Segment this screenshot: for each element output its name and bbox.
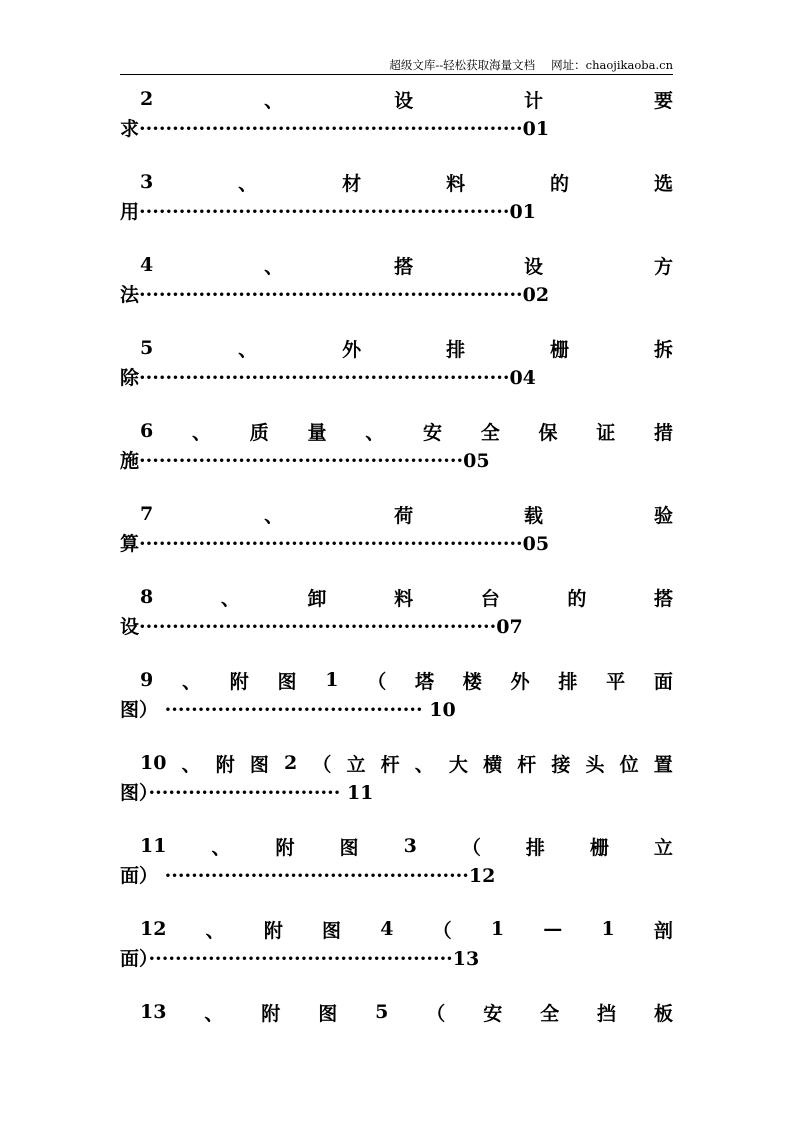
toc-title-char: — bbox=[543, 918, 563, 940]
toc-title-char: 5 bbox=[375, 1001, 389, 1023]
toc-entry-title bbox=[120, 831, 673, 861]
toc-title-char: 3 bbox=[403, 835, 417, 857]
toc-title-char: 栅 bbox=[550, 338, 570, 361]
toc-title-char: 、 bbox=[181, 670, 201, 693]
toc-title-char: 量 bbox=[307, 421, 327, 444]
toc-title-char: 栅 bbox=[589, 836, 609, 859]
toc-entry bbox=[120, 416, 673, 499]
toc-title-char: 面 bbox=[653, 670, 673, 693]
toc-entry-leader-line bbox=[120, 861, 673, 914]
toc-title-continuation: 求 bbox=[120, 118, 140, 140]
toc-title-char: 保 bbox=[538, 421, 558, 444]
toc-page-number: 11 bbox=[340, 782, 374, 804]
toc-entry-title bbox=[120, 333, 673, 363]
toc-dot-leader: ······················································ bbox=[139, 616, 497, 638]
toc-entry bbox=[120, 250, 673, 333]
toc-entry-title bbox=[120, 167, 673, 197]
toc-dot-leader: ·············································· bbox=[148, 948, 453, 970]
toc-entry bbox=[120, 997, 673, 1080]
toc-entry bbox=[120, 582, 673, 665]
toc-title-continuation: 施 bbox=[120, 450, 140, 472]
toc-title-continuation: 面） bbox=[120, 948, 149, 970]
toc-title-char: 3 bbox=[140, 171, 154, 193]
toc-entry-title bbox=[120, 997, 673, 1027]
toc-title-char: （ bbox=[432, 919, 452, 942]
toc-page-number: 13 bbox=[452, 948, 480, 970]
toc-title-char: 料 bbox=[446, 172, 466, 195]
toc-title-continuation: 除 bbox=[120, 367, 140, 389]
toc-title-char: 立 bbox=[346, 753, 366, 776]
toc-title-char: 计 bbox=[524, 89, 544, 112]
toc-title-char: 排 bbox=[446, 338, 466, 361]
toc-entry-title bbox=[120, 499, 673, 529]
toc-title-continuation: 图） bbox=[120, 699, 159, 721]
toc-title-char: 图 bbox=[318, 1002, 338, 1025]
toc-page-number: 07 bbox=[496, 616, 523, 638]
toc-dot-leader: ················································· bbox=[139, 450, 464, 472]
toc-title-char: 的 bbox=[550, 172, 570, 195]
toc-title-char: 选 bbox=[653, 172, 673, 195]
toc-page-number: 01 bbox=[509, 201, 536, 223]
toc-title-char: 证 bbox=[596, 421, 616, 444]
toc-title-char: 6 bbox=[140, 420, 154, 442]
toc-entry-leader-line bbox=[120, 944, 673, 997]
toc-title-char: 排 bbox=[558, 670, 578, 693]
toc-entry-leader-line bbox=[120, 446, 673, 499]
toc-entry-leader-line bbox=[120, 612, 673, 665]
toc-title-char: 附 bbox=[215, 753, 235, 776]
toc-title-char: 、 bbox=[365, 421, 385, 444]
toc-dot-leader: ·························································· bbox=[139, 284, 523, 306]
toc-title-continuation: 算 bbox=[120, 533, 140, 555]
toc-title-char: 荷 bbox=[394, 504, 414, 527]
toc-title-char: 立 bbox=[653, 836, 673, 859]
toc-entry-title bbox=[120, 84, 673, 114]
toc-title-char: 横 bbox=[483, 753, 503, 776]
toc-entry bbox=[120, 84, 673, 167]
header-url: 网址：chaojikaoba.cn bbox=[551, 58, 673, 72]
toc-title-char: 1 bbox=[601, 918, 615, 940]
toc-entry-leader-line bbox=[120, 363, 673, 416]
toc-title-char: 杆 bbox=[380, 753, 400, 776]
toc-title-char: 卸 bbox=[307, 587, 327, 610]
toc-entry-leader-line bbox=[120, 778, 673, 831]
toc-entry bbox=[120, 831, 673, 914]
toc-title-continuation: 法 bbox=[120, 284, 140, 306]
toc-title-char: 全 bbox=[480, 421, 500, 444]
toc-title-char: 材 bbox=[342, 172, 362, 195]
toc-title-char: 要 bbox=[653, 89, 673, 112]
toc-page-number: 05 bbox=[463, 450, 490, 472]
toc-entry-leader-line bbox=[120, 695, 673, 748]
toc-title-char: 图 bbox=[322, 919, 342, 942]
toc-title-char: 、 bbox=[191, 421, 211, 444]
toc-title-char: （ bbox=[312, 753, 332, 776]
toc-title-continuation: 图） bbox=[120, 782, 149, 804]
toc-title-char: 、 bbox=[181, 753, 201, 776]
toc-title-char: 的 bbox=[567, 587, 587, 610]
toc-title-char: 附 bbox=[275, 836, 295, 859]
toc-dot-leader: ······································· bbox=[158, 699, 423, 721]
toc-entry-title bbox=[120, 416, 673, 446]
toc-title-char: 安 bbox=[483, 1002, 503, 1025]
toc-title-char: 4 bbox=[140, 254, 154, 276]
toc-title-char: 头 bbox=[585, 753, 605, 776]
toc-dot-leader: ························································ bbox=[139, 201, 510, 223]
page-header bbox=[120, 57, 673, 73]
toc-title-char: 位 bbox=[619, 753, 639, 776]
toc-page-number: 04 bbox=[509, 367, 536, 389]
toc-title-char: 外 bbox=[510, 670, 530, 693]
toc-title-char: 附 bbox=[229, 670, 249, 693]
toc-title-char: 外 bbox=[342, 338, 362, 361]
toc-entry-title bbox=[120, 914, 673, 944]
toc-title-char: 、 bbox=[264, 89, 284, 112]
toc-title-char: 、 bbox=[414, 753, 434, 776]
toc-title-char: 图 bbox=[249, 753, 269, 776]
toc-title-char: 、 bbox=[211, 836, 231, 859]
toc-entry bbox=[120, 914, 673, 997]
toc-title-char: 质 bbox=[249, 421, 269, 444]
toc-page-number: 10 bbox=[422, 699, 456, 721]
toc-title-char: 置 bbox=[653, 753, 673, 776]
toc-title-char: 2 bbox=[140, 88, 154, 110]
toc-title-char: 验 bbox=[653, 504, 673, 527]
toc-title-continuation: 设 bbox=[120, 616, 140, 638]
toc-title-char: 、 bbox=[204, 1002, 224, 1025]
toc-page-number: 12 bbox=[468, 865, 496, 887]
toc-title-char: 11 bbox=[140, 835, 167, 857]
toc-entry-leader-line bbox=[120, 529, 673, 582]
header-rule bbox=[120, 74, 673, 75]
toc-title-char: 9 bbox=[140, 669, 154, 691]
toc-entry-title bbox=[120, 250, 673, 280]
toc-title-continuation: 用 bbox=[120, 201, 140, 223]
toc-title-char: 平 bbox=[606, 670, 626, 693]
toc-title-char: 全 bbox=[540, 1002, 560, 1025]
toc-entry bbox=[120, 665, 673, 748]
toc-title-char: 设 bbox=[394, 89, 414, 112]
toc-title-char: 板 bbox=[653, 1002, 673, 1025]
toc-title-char: 图 bbox=[339, 836, 359, 859]
toc-title-char: 搭 bbox=[653, 587, 673, 610]
toc-entry-leader-line bbox=[120, 280, 673, 333]
toc-title-char: 设 bbox=[524, 255, 544, 278]
toc-entry-title bbox=[120, 665, 673, 695]
toc-title-char: 料 bbox=[394, 587, 414, 610]
toc-title-char: 台 bbox=[480, 587, 500, 610]
toc-title-char: 、 bbox=[264, 255, 284, 278]
toc-entry-title bbox=[120, 748, 673, 778]
toc-title-char: 、 bbox=[220, 587, 240, 610]
table-of-contents bbox=[120, 84, 673, 1080]
toc-title-char: 13 bbox=[140, 1001, 167, 1023]
toc-title-char: 5 bbox=[140, 337, 154, 359]
toc-title-char: 方 bbox=[653, 255, 673, 278]
toc-title-char: （ bbox=[461, 836, 481, 859]
toc-title-char: （ bbox=[367, 670, 387, 693]
toc-title-char: 8 bbox=[140, 586, 154, 608]
toc-title-char: 安 bbox=[422, 421, 442, 444]
toc-entry bbox=[120, 748, 673, 831]
toc-entry bbox=[120, 499, 673, 582]
toc-title-char: 挡 bbox=[597, 1002, 617, 1025]
toc-dot-leader: ·························································· bbox=[139, 533, 523, 555]
toc-entry-leader-line bbox=[120, 1027, 673, 1080]
toc-title-char: 附 bbox=[263, 919, 283, 942]
toc-dot-leader: ·············································· bbox=[158, 865, 469, 887]
toc-page-number: 05 bbox=[522, 533, 550, 555]
toc-title-char: 措 bbox=[653, 421, 673, 444]
toc-title-char: 载 bbox=[524, 504, 544, 527]
toc-title-char: 2 bbox=[284, 752, 298, 774]
toc-title-char: 12 bbox=[140, 918, 167, 940]
toc-entry-leader-line bbox=[120, 114, 673, 167]
toc-title-char: 10 bbox=[140, 752, 167, 774]
toc-entry bbox=[120, 333, 673, 416]
toc-title-char: 接 bbox=[551, 753, 571, 776]
toc-title-char: 、 bbox=[205, 919, 225, 942]
toc-title-char: 、 bbox=[238, 172, 258, 195]
toc-title-char: 塔 bbox=[415, 670, 435, 693]
toc-title-char: （ bbox=[426, 1002, 446, 1025]
toc-title-char: 附 bbox=[261, 1002, 281, 1025]
toc-dot-leader: ····························· bbox=[148, 782, 341, 804]
toc-title-char: 1 bbox=[490, 918, 505, 940]
toc-title-char: 1 bbox=[325, 669, 339, 691]
toc-title-char: 7 bbox=[140, 503, 154, 525]
toc-entry-leader-line bbox=[120, 197, 673, 250]
toc-dot-leader: ·························································· bbox=[139, 118, 523, 140]
toc-entry bbox=[120, 167, 673, 250]
toc-title-char: 杆 bbox=[517, 753, 537, 776]
toc-title-char: 、 bbox=[238, 338, 258, 361]
toc-title-char: 搭 bbox=[394, 255, 414, 278]
toc-entry-title bbox=[120, 582, 673, 612]
toc-title-char: 拆 bbox=[653, 338, 673, 361]
toc-title-char: 排 bbox=[525, 836, 545, 859]
toc-title-char: 大 bbox=[448, 753, 468, 776]
header-site-name: 超级文库--轻松获取海量文档 bbox=[389, 58, 536, 72]
toc-page-number: 01 bbox=[522, 118, 550, 140]
toc-title-char: 图 bbox=[277, 670, 297, 693]
toc-page-number: 02 bbox=[522, 284, 550, 306]
toc-title-char: 楼 bbox=[462, 670, 482, 693]
toc-title-char: 剖 bbox=[653, 919, 673, 942]
toc-dot-leader: ························································ bbox=[139, 367, 510, 389]
toc-title-char: 、 bbox=[264, 504, 284, 527]
toc-title-continuation: 面） bbox=[120, 865, 159, 887]
toc-title-char: 4 bbox=[380, 918, 394, 940]
